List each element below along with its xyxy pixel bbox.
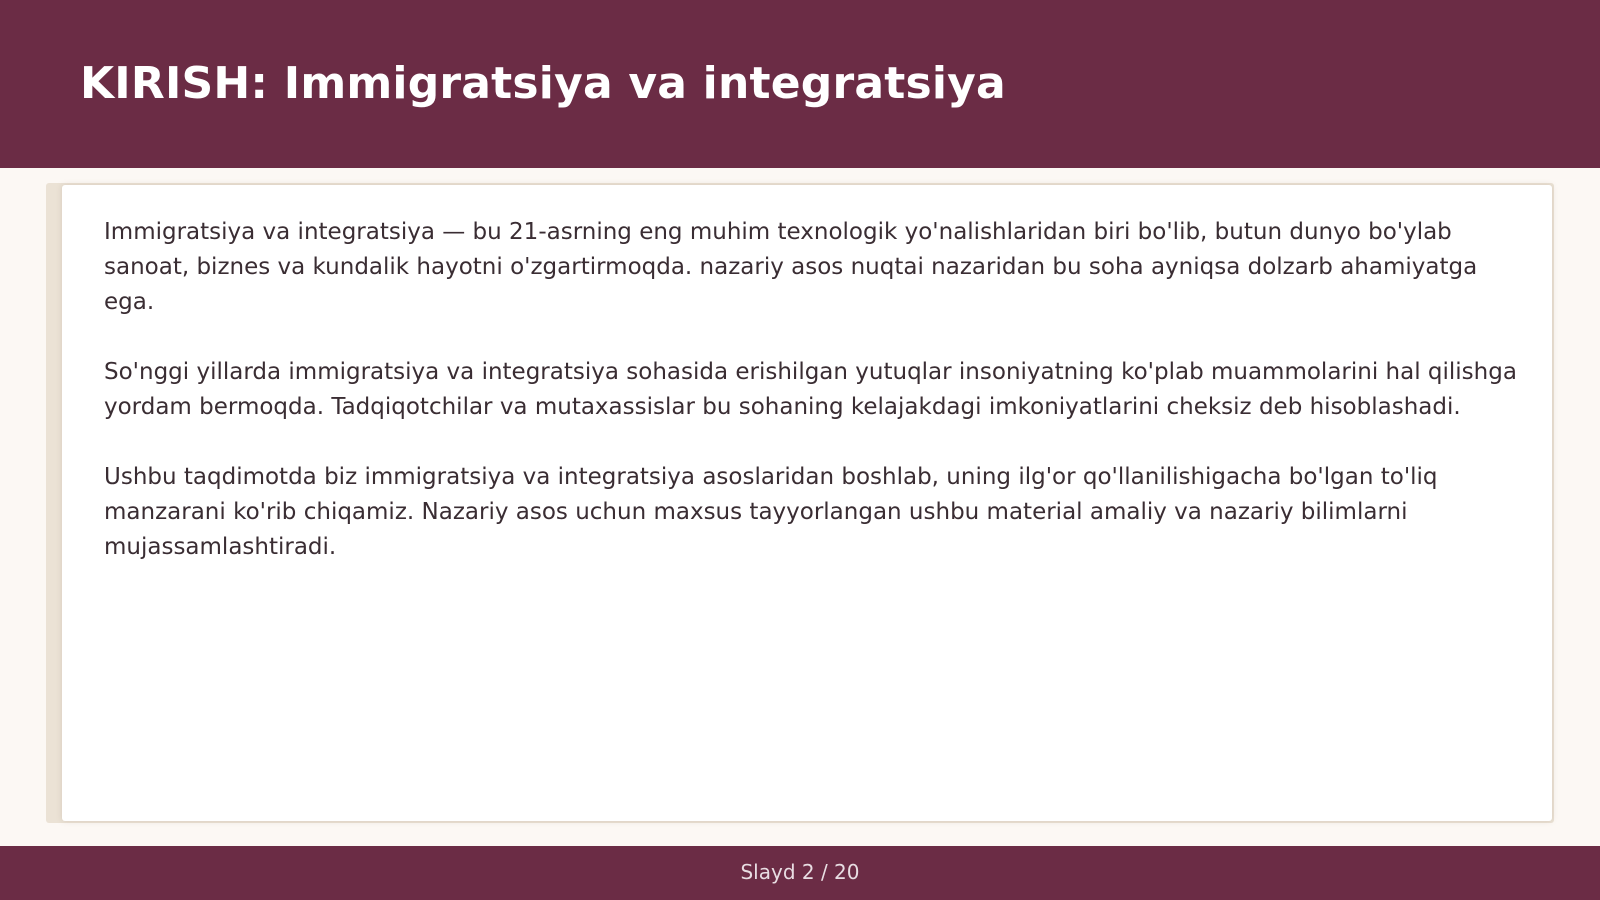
paragraph-1: Immigratsiya va integratsiya — bu 21-asrning eng muhim texnologik yo'nalishlaridan biri bo'lib, butun dunyo bo'ylab sanoat, biznes va kundalik hayotni o'zgartirmoqda. nazariy asos nuqtai nazaridan bu soha ayniqsa dolzarb ahamiyatga ega. (104, 219, 1478, 315)
slide-header (0, 0, 1600, 168)
paragraph-2: So'nggi yillarda immigratsiya va integratsiya sohasida erishilgan yutuqlar insoniyatning ko'plab muammolarini hal qilishga yordam bermoqda. Tadqiqotchilar va mutaxassislar bu sohaning kelajakdagi imkoniyatlarini cheksiz deb hisoblashadi. (104, 359, 1517, 420)
slide-counter: Slayd 2 / 20 (740, 860, 860, 884)
slide-footer (0, 846, 1600, 900)
slide-title: KIRISH: Immigratsiya va integratsiya (80, 58, 1006, 109)
slide-body (104, 215, 1534, 600)
paragraph-3: Ushbu taqdimotda biz immigratsiya va integratsiya asoslaridan boshlab, uning ilg'or qo'llanilishigacha bo'lgan to'liq manzarani ko'rib chiqamiz. Nazariy asos uchun maxsus tayyorlangan ushbu material amaliy va nazariy bilimlarni mujassamlashtiradi. (104, 464, 1438, 560)
